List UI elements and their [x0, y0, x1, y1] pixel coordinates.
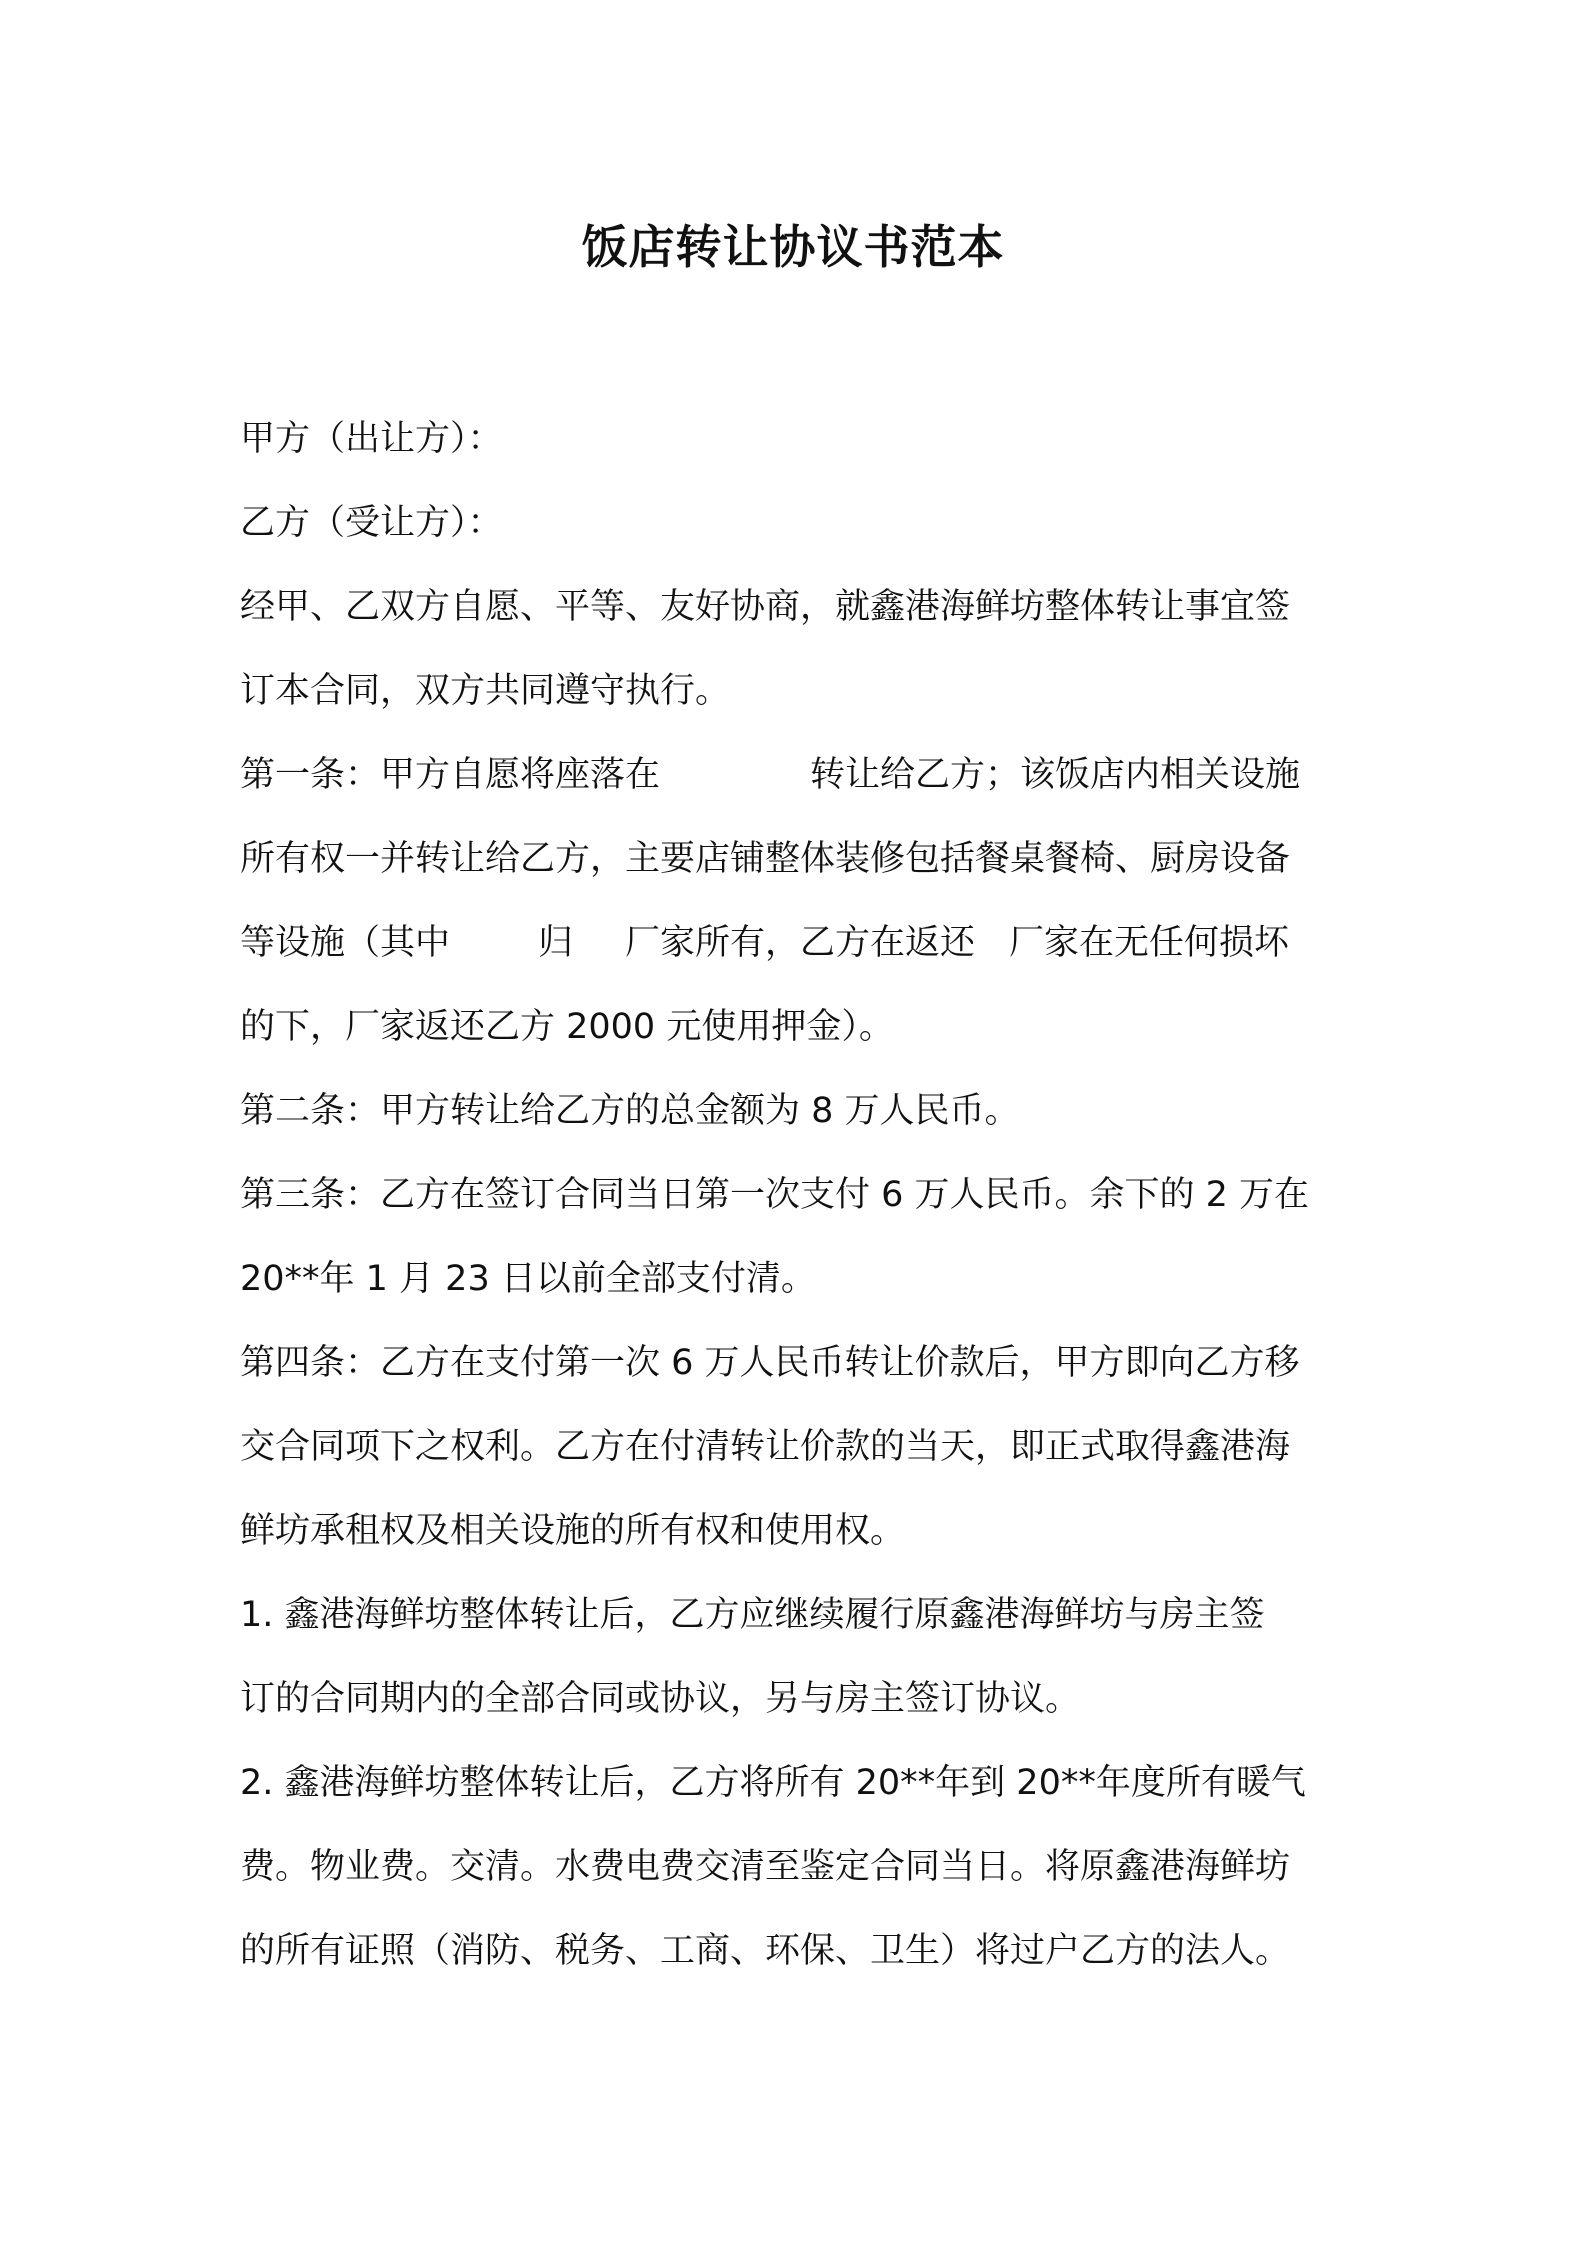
- article-4-line: 第四条：乙方在支付第一次 6 万人民币转让价款后，甲方即向乙方移: [240, 1343, 1300, 1383]
- article-1-line: [240, 733, 1354, 817]
- article-1-text: 转让给乙方；该饭店内相关设施: [810, 755, 1301, 795]
- document-body: [240, 397, 1354, 1993]
- preamble-line: 经甲、乙双方自愿、平等、友好协商，就鑫港海鲜坊整体转让事宜签: [240, 587, 1291, 627]
- clause-2-line: 2. 鑫港海鲜坊整体转让后，乙方将所有 20**年到 20**年度所有暖气: [240, 1763, 1306, 1803]
- party-b-line: 乙方（受让方）：: [240, 503, 503, 543]
- clause-2-line: 的所有证照（消防、税务、工商、环保、卫生）将过户乙方的法人。: [240, 1931, 1291, 1971]
- article-1-text: 第一条：甲方自愿将座落在: [240, 755, 661, 795]
- article-1-text: 归: [538, 923, 574, 963]
- document-title: 饭店转让协议书范本: [581, 220, 1005, 274]
- article-2-line: 第二条：甲方转让给乙方的总金额为 8 万人民币。: [240, 1091, 1020, 1131]
- article-1-text: 等设施（其中: [240, 923, 451, 963]
- clause-1-line: 1. 鑫港海鲜坊整体转让后，乙方应继续履行原鑫港海鲜坊与房主签: [240, 1595, 1265, 1635]
- clause-1-line: 订的合同期内的全部合同或协议，另与房主签订协议。: [240, 1679, 1081, 1719]
- article-1-text: 厂家在无任何损坏: [1009, 923, 1290, 963]
- article-1-text: 厂家所有，乙方在返还: [625, 923, 976, 963]
- preamble-line: 订本合同，双方共同遵守执行。: [240, 671, 731, 711]
- article-1-line: 所有权一并转让给乙方，主要店铺整体装修包括餐桌餐椅、厨房设备: [240, 839, 1291, 879]
- clause-2-line: 费。物业费。交清。水费电费交清至鉴定合同当日。将原鑫港海鲜坊: [240, 1847, 1291, 1887]
- article-1-line: 的下，厂家返还乙方 2000 元使用押金）。: [240, 1007, 894, 1047]
- article-3-line: 第三条：乙方在签订合同当日第一次支付 6 万人民币。余下的 2 万在: [240, 1175, 1310, 1215]
- party-a-line: 甲方（出让方）：: [240, 419, 503, 459]
- article-4-line: 鲜坊承租权及相关设施的所有权和使用权。: [240, 1511, 906, 1551]
- article-3-line: 20**年 1 月 23 日以前全部支付清。: [240, 1259, 816, 1299]
- article-1-line: [240, 901, 1354, 985]
- article-4-line: 交合同项下之权利。乙方在付清转让价款的当天，即正式取得鑫港海: [240, 1427, 1291, 1467]
